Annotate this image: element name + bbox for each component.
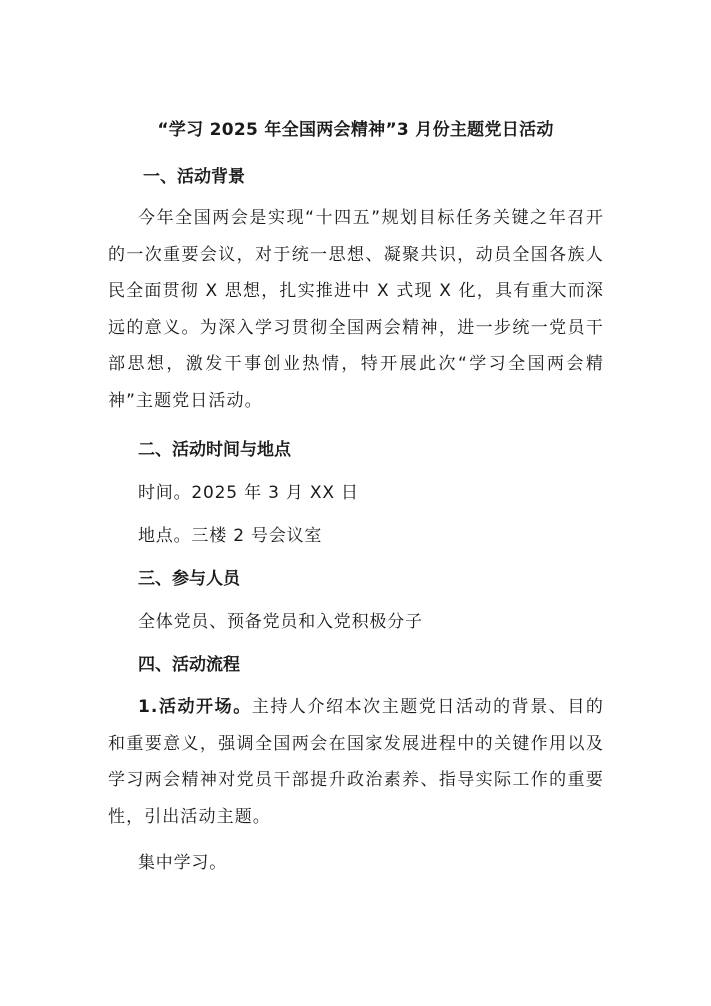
section-heading-background: 一、活动背景 — [143, 167, 245, 187]
section-heading-participants: 三、参与人员 — [138, 569, 240, 589]
document-title: “学习 2025 年全国两会精神”3 月份主题党日活动 — [157, 120, 554, 140]
background-paragraph: 今年全国两会是实现“十四五”规划目标任务关键之年召开的一次重要会议，对于统一思想、凝聚共识，动员全国各族人民全面贯彻 X 思想，扎实推进中 X 式现 X 化，具有重大而深远的意义。为深入学习贯彻全国两会精神，进一步统一党员干部思想，激发干事创业热情，特开展此次“学习全国两会精神”主题党日活动。 — [108, 208, 604, 411]
time-line: 时间。2025 年 3 月 XX 日 — [138, 483, 359, 503]
step-1-lead: 1.活动开场。 — [138, 697, 252, 717]
step-2-line: 集中学习。 — [138, 853, 227, 873]
participants-line: 全体党员、预备党员和入党积极分子 — [138, 612, 423, 632]
section-heading-time-place: 二、活动时间与地点 — [138, 440, 291, 460]
step-1-paragraph — [108, 689, 604, 835]
section-heading-process: 四、活动流程 — [138, 655, 240, 675]
step-1-text: 主持人介绍本次主题党日活动的背景、目的和重要意义，强调全国两会在国家发展进程中的关键作用以及学习两会精神对党员干部提升政治素养、指导实际工作的重要性，引出活动主题。 — [108, 697, 604, 827]
place-line: 地点。三楼 2 号会议室 — [138, 526, 323, 546]
